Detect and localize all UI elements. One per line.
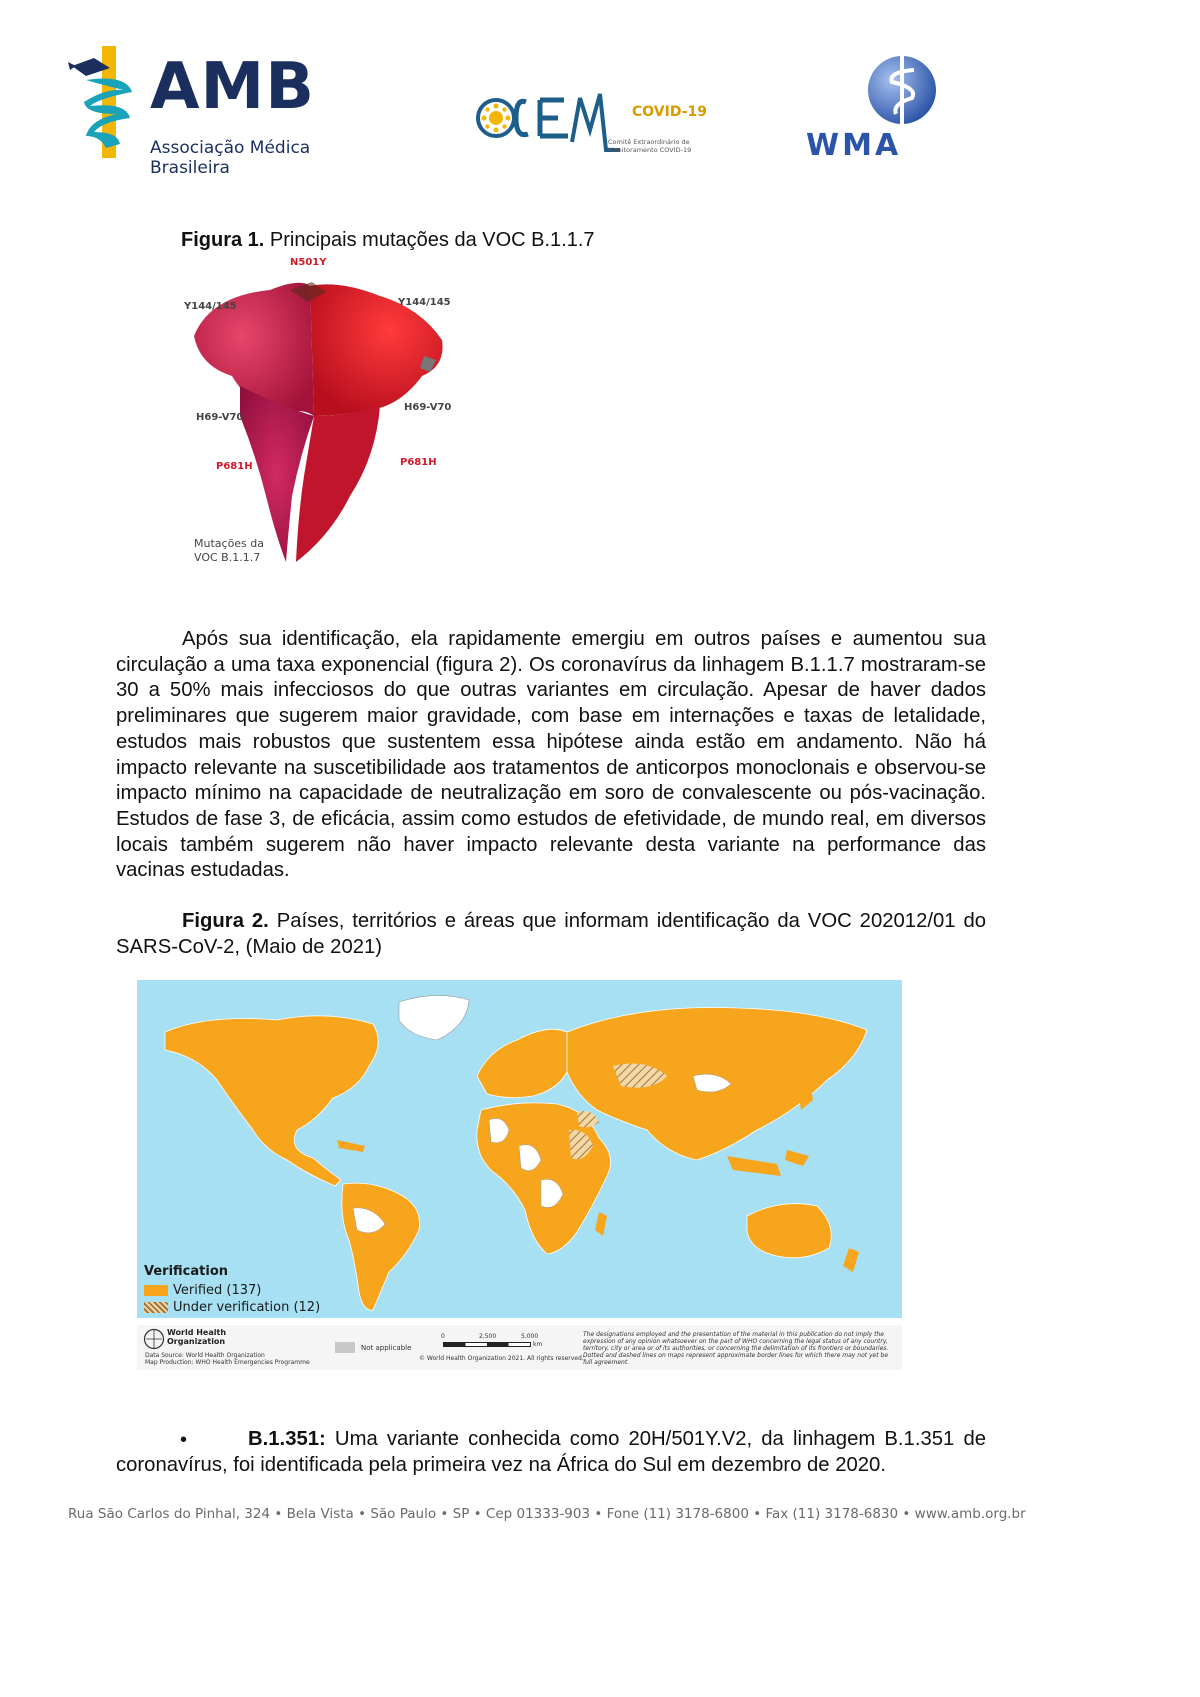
figure1-title: Principais mutações da VOC B.1.1.7	[269, 229, 595, 251]
wma-title: WMA	[806, 128, 902, 163]
bullet-text: Uma variante conhecida como 20H/501Y.V2, da linhagem B.1.351 de coronavírus, foi identificada pela primeira vez na África do Sul em dezembro de 2020.	[116, 1428, 986, 1476]
map-legend-title: Verification	[144, 1264, 229, 1279]
figure1-label-y144-right: Y144/145	[398, 297, 451, 308]
amb-logo	[66, 40, 376, 178]
scale-unit: km	[533, 1341, 543, 1348]
map-footer-bar	[137, 1325, 902, 1370]
scale-bar	[443, 1342, 531, 1347]
map-disclaimer: The designations employed and the presentation of the material in this publication do not imply the expression of any opinion whatsoever on the part of WHO concerning the legal status of any country, territory, city or area or of its authorities, or concerning the delimitation of its frontiers or boundaries. Dotted and dashed lines on maps represent approximate border lines for which there may not yet be full agreement.	[583, 1331, 889, 1366]
scale-max: 5,000	[521, 1333, 539, 1340]
map-production: Map Production: WHO Health Emergencies Programme	[145, 1359, 310, 1366]
bullet-bold: B.1.351:	[248, 1428, 326, 1450]
figure2-map	[137, 980, 902, 1370]
legend-under-swatch	[144, 1302, 168, 1313]
legend-verified-swatch	[144, 1285, 168, 1296]
amb-title: AMB	[150, 50, 315, 124]
who-name-line2: Organization	[167, 1337, 226, 1346]
body-paragraph: Após sua identificação, ela rapidamente emergiu em outros países e aumentou sua circulação a uma taxa exponencial (figura 2). Os coronavírus da linhagem B.1.1.7 mostraram-se 30 a 50% mais infecciosos do que outras variantes em circulação. Apesar de haver dados preliminares que sugerem maior gravidade, com base em internações e taxas de letalidade, estudos mais robustos que sustentem essa hipótese ainda estão em andamento. Não há impacto relevante na suscetibilidade aos tratamentos de anticorpos monoclonais e observou-se impacto mínimo na capacidade de neutralização em soro de convalescente ou pós-vacinação. Estudos de fase 3, de eficácia, assim como estudos de efetividade, de mundo real, em diversos locais também sugerem não haver impacto relevante desta variante na performance das vacinas estudadas.	[116, 628, 986, 882]
figure1-image	[180, 256, 460, 576]
cem-line2: Monitoramento COVID-19	[608, 146, 692, 154]
map-copyright: © World Health Organization 2021. All rights reserved.	[419, 1355, 584, 1362]
figure2-caption	[116, 909, 986, 960]
cem-emblem-icon	[472, 80, 622, 158]
cem-covid-label: COVID-19	[632, 104, 708, 120]
scale-mid: 2,500	[479, 1333, 497, 1340]
figure1-caption	[181, 228, 595, 253]
scale-0: 0	[441, 1333, 445, 1340]
figure1-label: Figura 1.	[181, 229, 265, 251]
not-applicable-label: Not applicable	[361, 1344, 412, 1352]
world-map-illustration	[137, 980, 902, 1325]
cem-logo	[472, 80, 712, 160]
figure1-label-p681h-left: P681H	[216, 461, 253, 472]
figure1-inner-caption-2: VOC B.1.1.7	[194, 551, 261, 564]
cem-line1: Comitê Extraordinário de	[608, 138, 690, 146]
page-footer: Rua São Carlos do Pinhal, 324 • Bela Vista • São Paulo • SP • Cep 01333-903 • Fone (11) 3178-6800 • Fax (11) 3178-6830 • www.amb.org.br	[68, 1506, 1026, 1522]
figure2-title: Países, territórios e áreas que informam identificação da VOC 202012/01 do SARS-CoV-2, (Maio de 2021)	[116, 910, 987, 958]
figure1-label-p681h-right: P681H	[400, 457, 437, 468]
wma-emblem-icon	[862, 48, 942, 128]
wma-logo	[800, 46, 950, 166]
figure1-label-h69-right: H69-V70	[404, 402, 452, 413]
figure2-label: Figura 2.	[182, 910, 269, 932]
legend-under-label: Under verification (12)	[173, 1300, 321, 1315]
not-applicable-swatch	[335, 1342, 355, 1353]
bullet-item-b1351	[116, 1427, 986, 1478]
bullet-marker: •	[180, 1429, 188, 1451]
figure1-label-y144-left: Y144/145	[184, 301, 237, 312]
who-emblem-icon	[143, 1328, 165, 1350]
figure1-label-n501y: N501Y	[290, 257, 327, 268]
amb-caduceus-icon	[66, 40, 146, 165]
legend-verified-label: Verified (137)	[173, 1283, 262, 1298]
figure1-inner-caption-1: Mutações da	[194, 537, 265, 550]
figure1-label-h69-left: H69-V70	[196, 412, 244, 423]
who-name-line1: World Health	[167, 1328, 227, 1337]
map-data-source: Data Source: World Health Organization	[145, 1352, 265, 1359]
amb-subtitle: Associação Médica Brasileira	[150, 138, 311, 178]
